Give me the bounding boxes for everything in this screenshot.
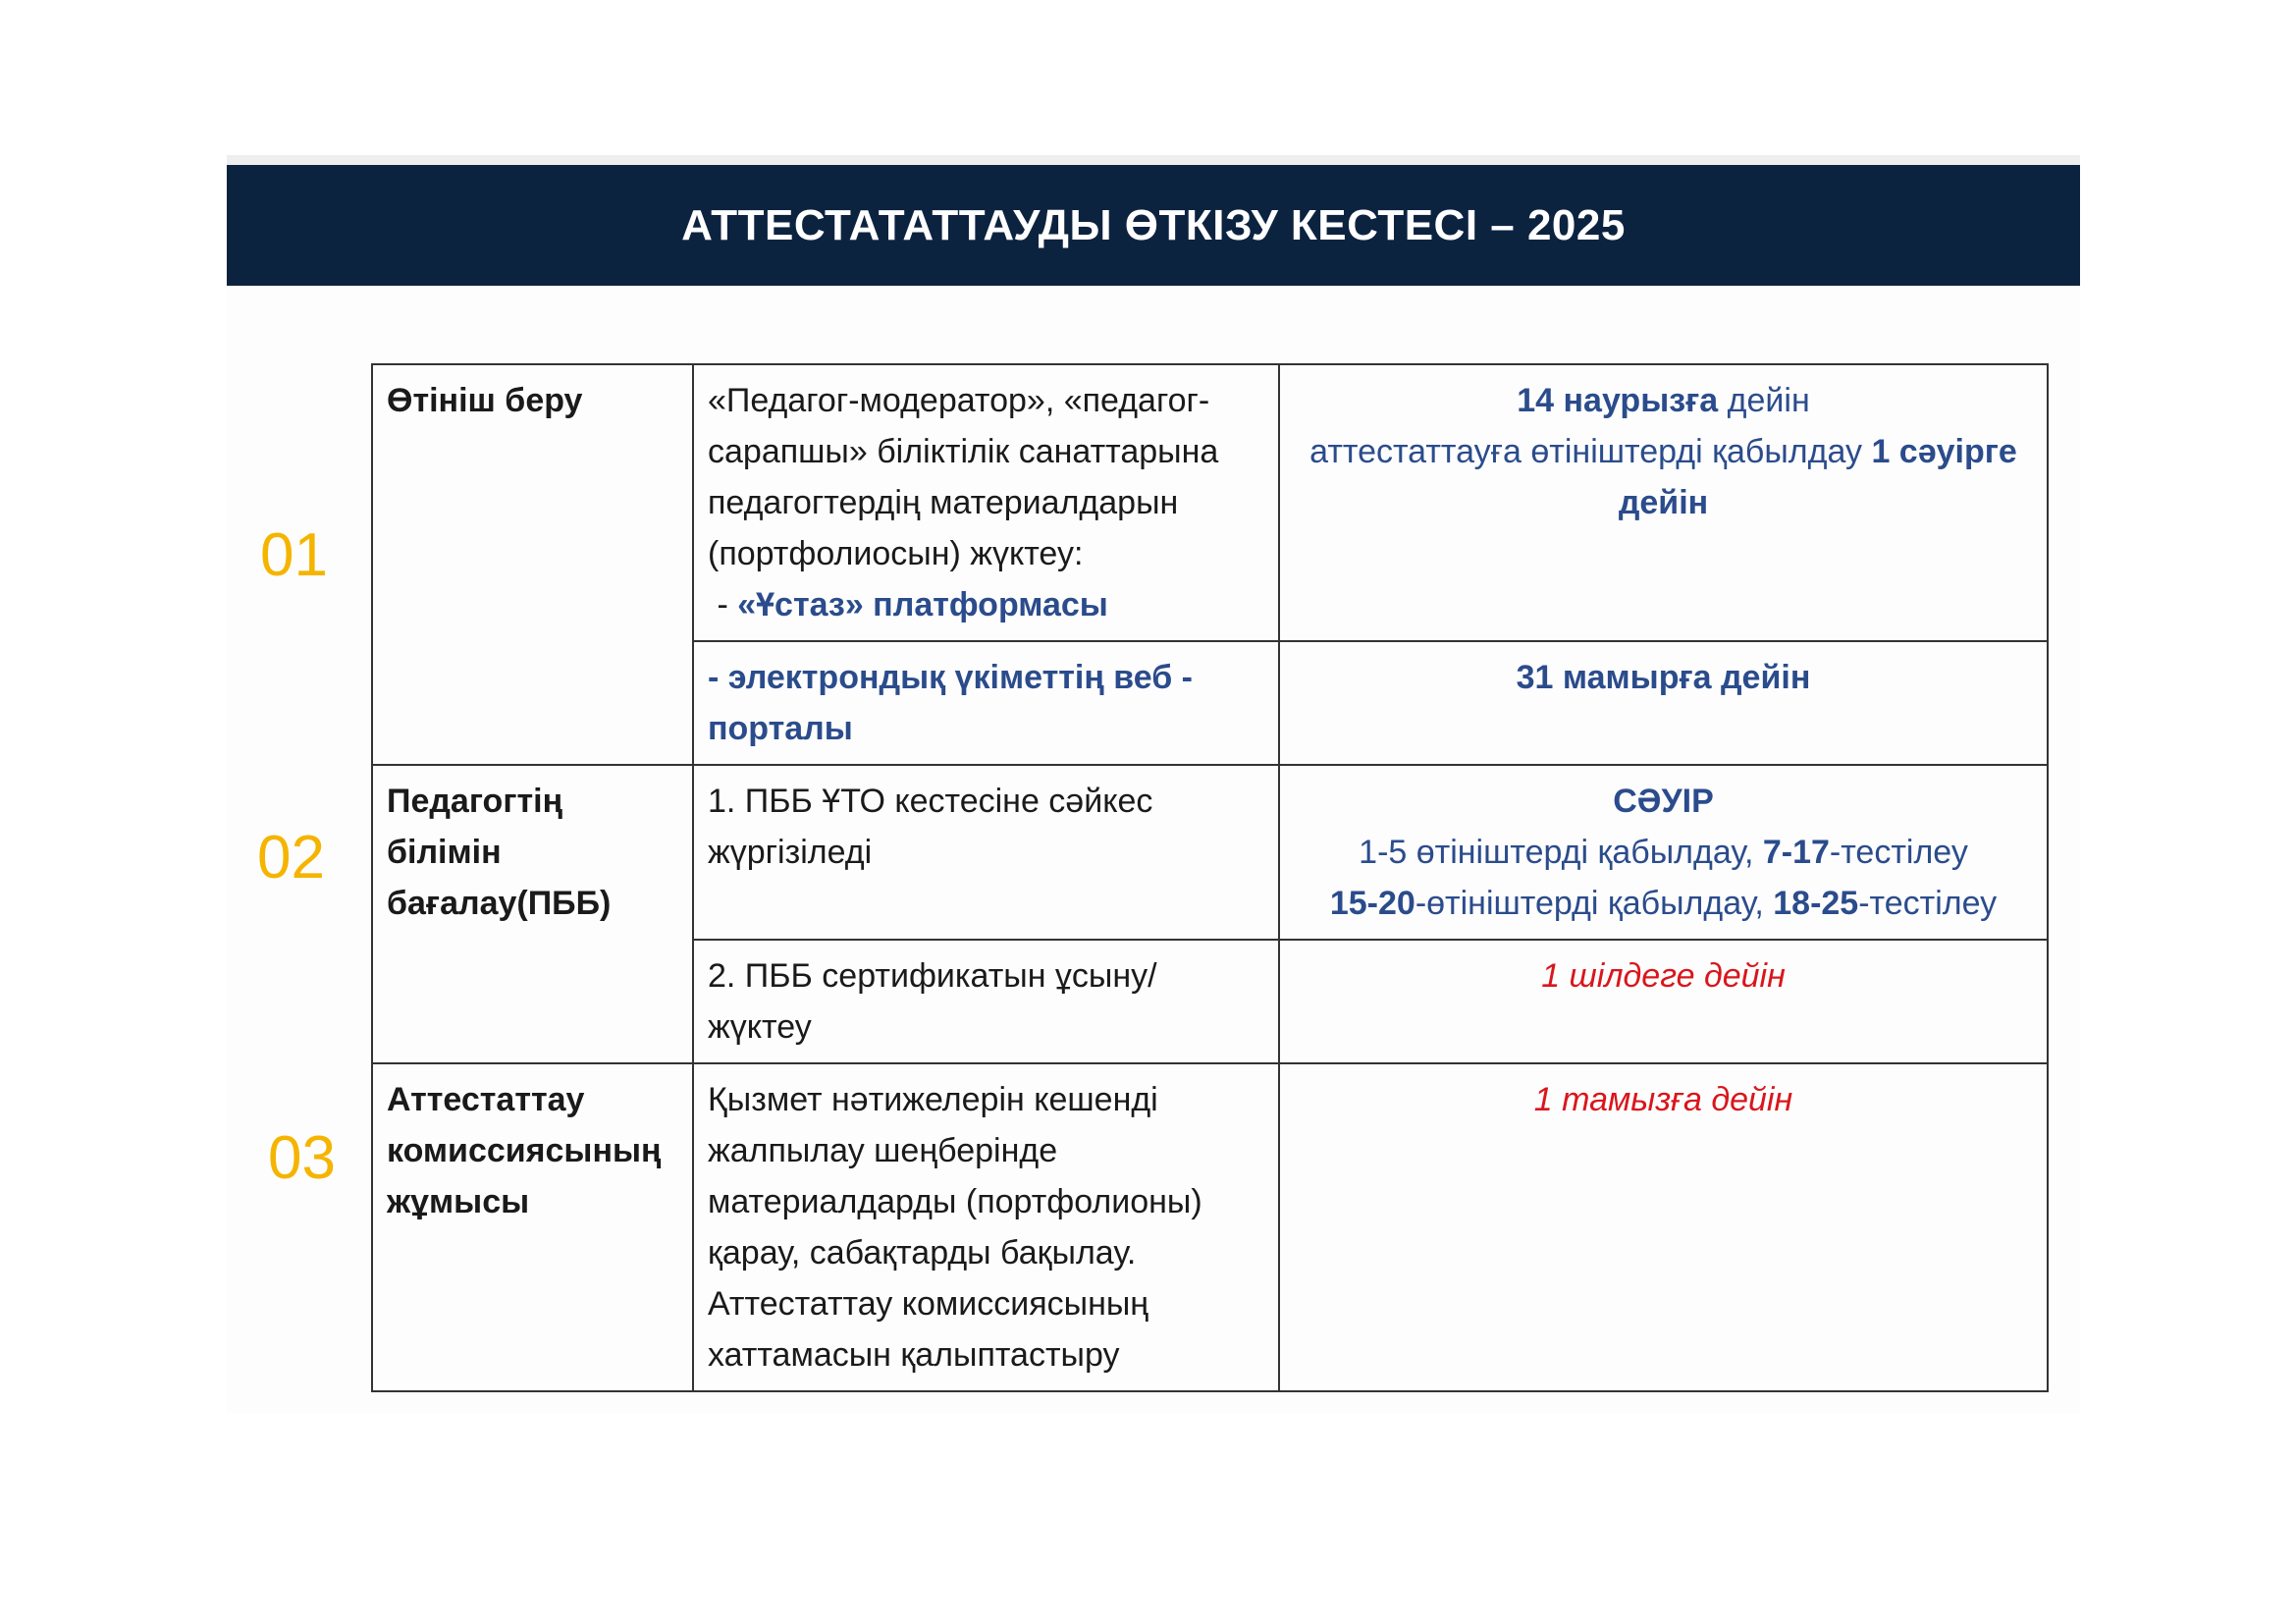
section-number-03: 03 <box>268 1124 336 1192</box>
section-number-01: 01 <box>260 521 328 589</box>
section-title-01: Өтініш беру <box>372 364 693 765</box>
page-title: АТТЕСТАТАТТАУДЫ ӨТКІЗУ КЕСТЕСІ – 2025 <box>681 200 1626 249</box>
table-row <box>372 364 2048 641</box>
section-02-row-1-date: СӘУІР 1-5 өтініштерді қабылдау, 7-17-тестілеу 15-20-өтініштерді қабылдау, 18-25-тестілеу <box>1279 765 2048 940</box>
section-number-02: 02 <box>257 824 325 892</box>
section-01-row-2-description: - электрондық үкіметтің веб - порталы <box>693 641 1279 765</box>
top-strip <box>227 155 2080 165</box>
table-row <box>372 1063 2048 1391</box>
header-bar <box>227 165 2080 286</box>
section-03-date: 1 тамызға дейін <box>1279 1063 2048 1391</box>
section-01-row-1-description: «Педагог-модератор», «педагог- сарапшы» біліктілік санаттарына педагогтердің материалдарын (портфолиосын) жүктеу: - «Ұстаз» платформасы <box>693 364 1279 641</box>
table-row <box>372 765 2048 940</box>
section-01-row-1-date: 14 наурызға дейін аттестаттауға өтініштерді қабылдау 1 сәуірге дейін <box>1279 364 2048 641</box>
section-03-description: Қызмет нәтижелерін кешенді жалпылау шеңберінде материалдарды (портфолионы) қарау, сабақтарды бақылау. Аттестаттау комиссиясының хаттамасын қалыптастыру <box>693 1063 1279 1391</box>
section-01-row-2-date: 31 мамырға дейін <box>1279 641 2048 765</box>
section-02-row-2-date: 1 шілдеге дейін <box>1279 940 2048 1063</box>
section-02-row-2-description: 2. ПББ сертификатын ұсыну/ жүктеу <box>693 940 1279 1063</box>
month-label: СӘУІР <box>1613 783 1714 820</box>
schedule-table <box>371 363 2049 1392</box>
section-title-02: Педагогтің білімін бағалау(ПББ) <box>372 765 693 1063</box>
ustaz-platform-label: «Ұстаз» платформасы <box>737 586 1108 623</box>
section-02-row-1-description: 1. ПББ ҰТО кестесіне сәйкес жүргізіледі <box>693 765 1279 940</box>
section-title-03: Аттестаттау комиссиясының жұмысы <box>372 1063 693 1391</box>
